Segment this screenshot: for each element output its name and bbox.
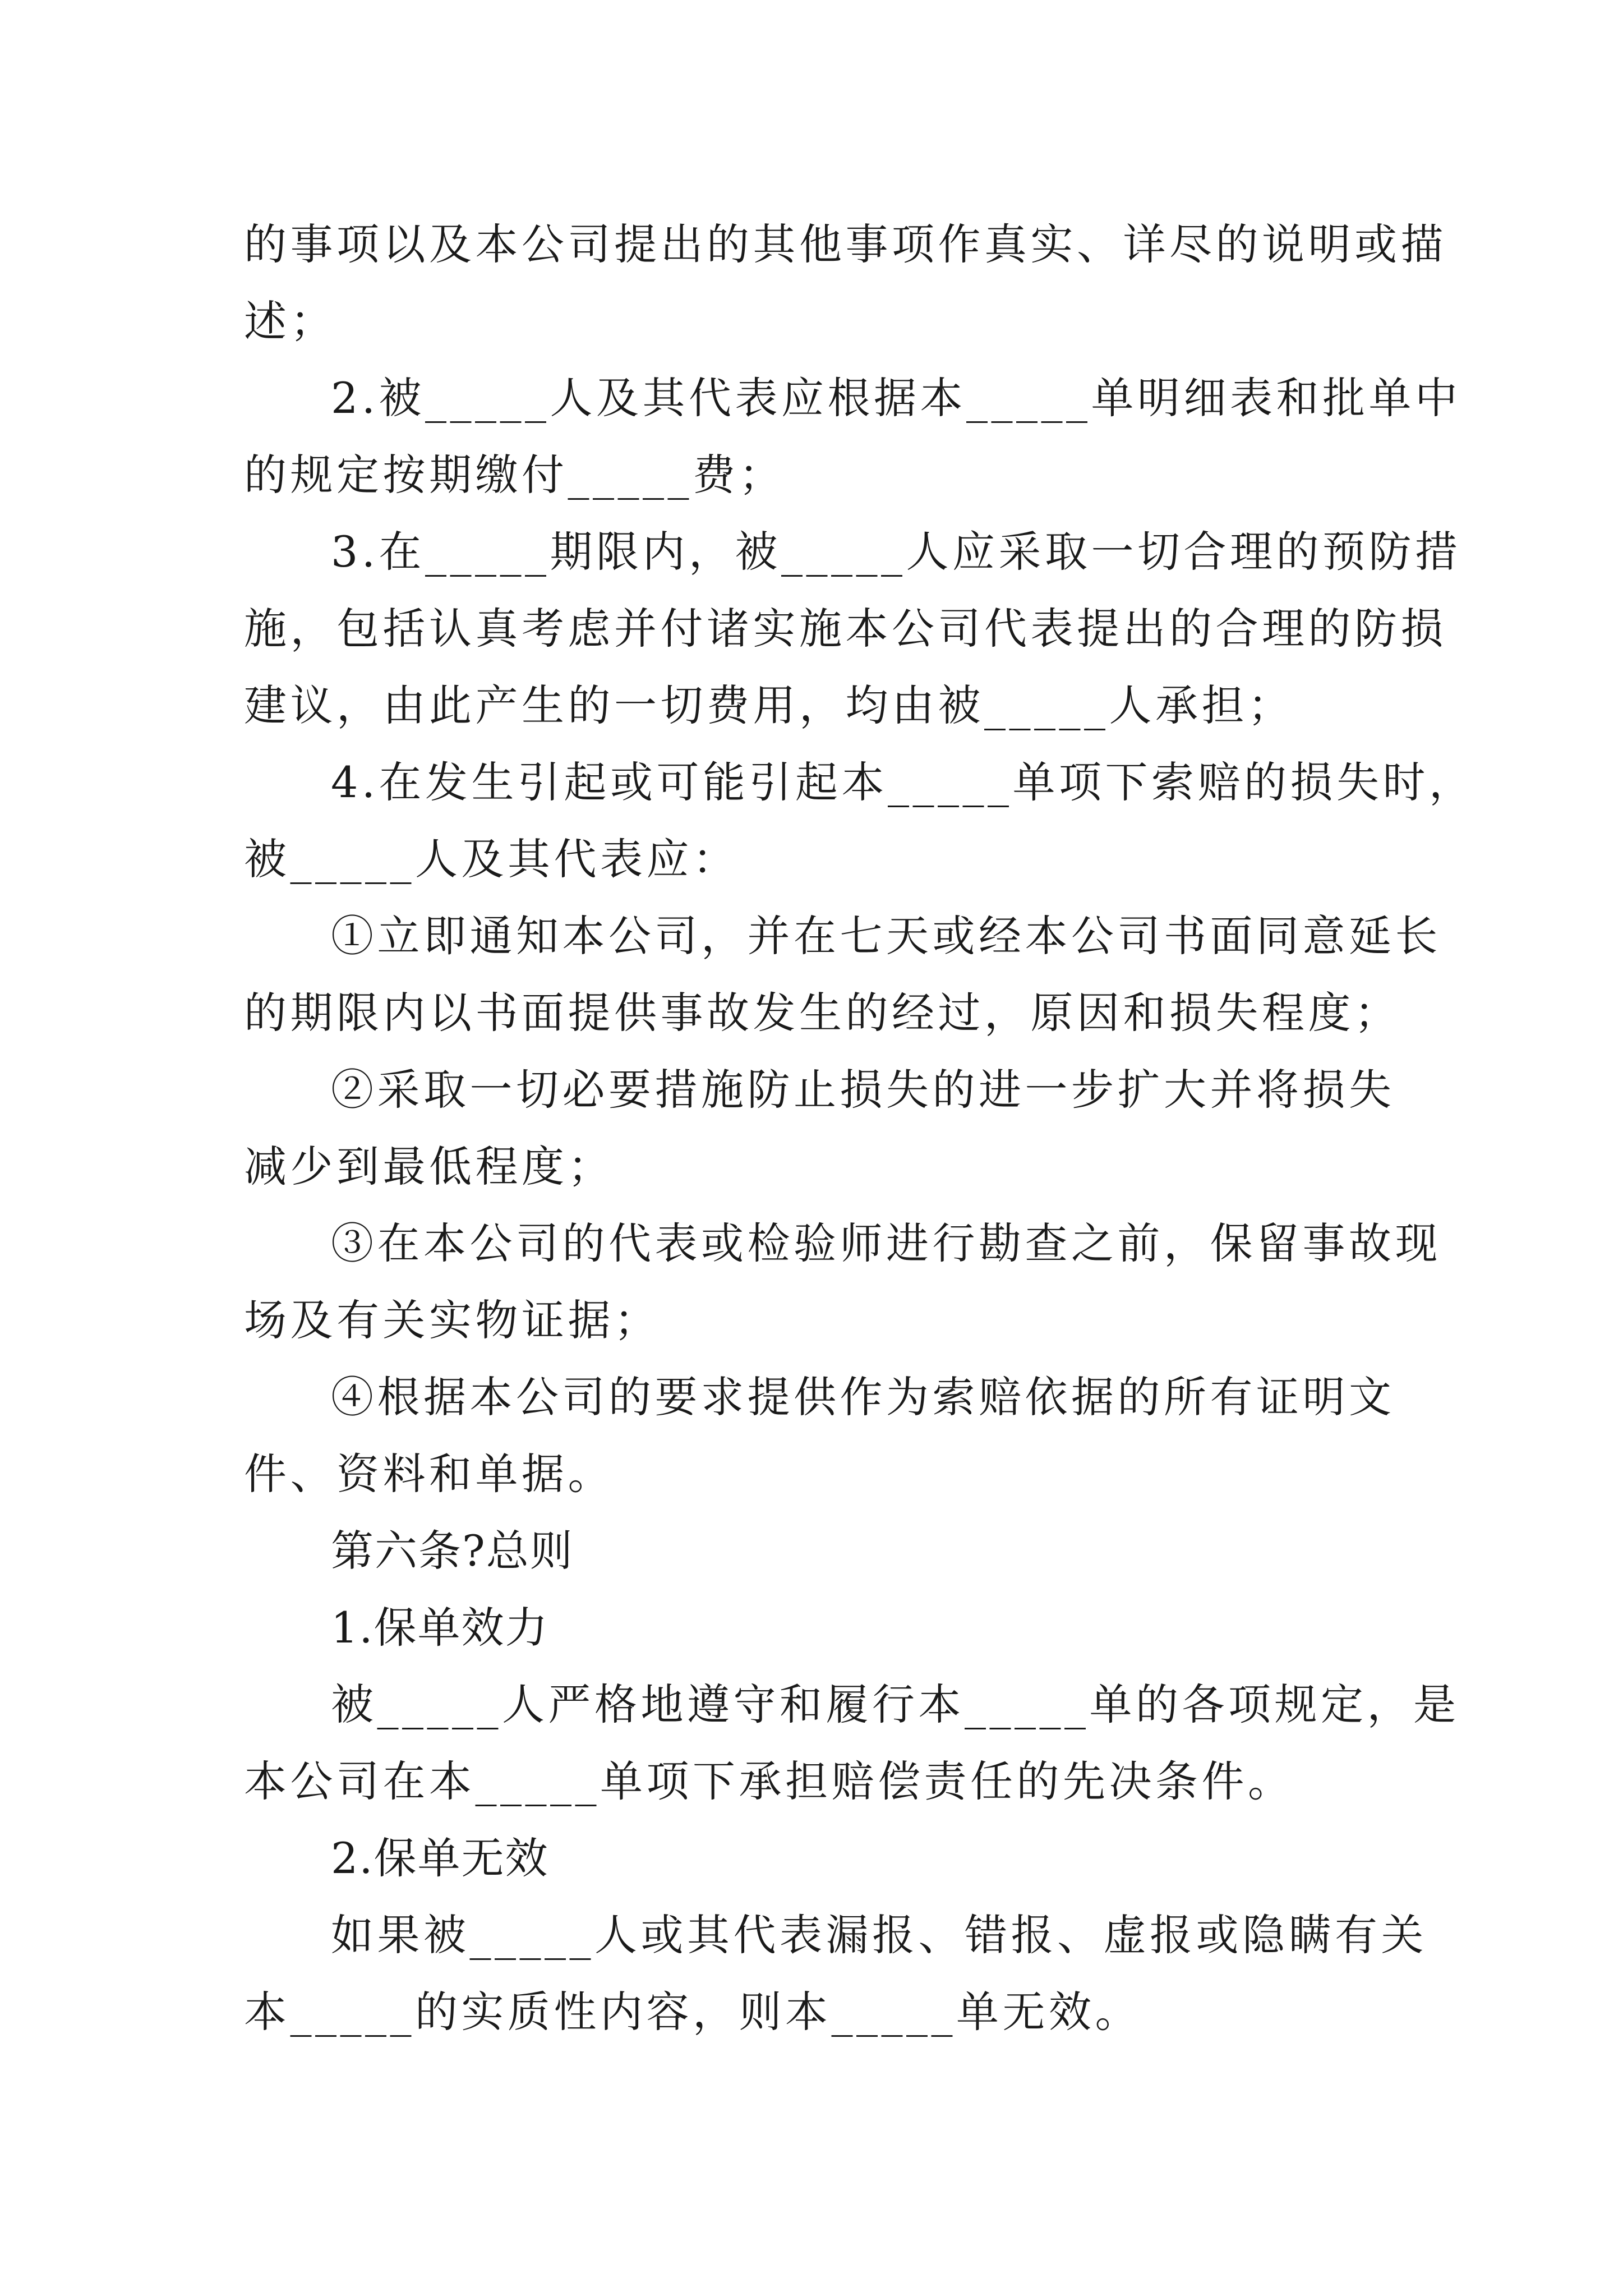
text-line: 的规定按期缴付_____费； bbox=[244, 450, 785, 500]
text-line: 件、资料和单据。 bbox=[244, 1449, 614, 1499]
text-line: 3.在_____期限内，被_____人应采取一切合理的预防措 bbox=[331, 527, 1461, 577]
text-line: 被_____人严格地遵守和履行本_____单的各项规定，是 bbox=[331, 1680, 1460, 1729]
text-line: 场及有关实物证据； bbox=[244, 1295, 661, 1345]
text-line: 本_____的实质性内容，则本_____单无效。 bbox=[244, 1987, 1141, 2037]
text-line: 建议，由此产生的一切费用，均由被_____人承担； bbox=[244, 680, 1294, 730]
subsection-heading: 1.保单效力 bbox=[331, 1603, 549, 1653]
text-line: 本公司在本_____单项下承担赔偿责任的先决条件。 bbox=[244, 1756, 1294, 1806]
text-line: ①立即通知本公司，并在七天或经本公司书面同意延长 bbox=[331, 911, 1441, 961]
text-line: 述； bbox=[244, 296, 336, 346]
text-line: 施，包括认真考虑并付诸实施本公司代表提出的合理的防损 bbox=[244, 604, 1447, 654]
text-line: 的期限内以书面提供事故发生的经过，原因和损失程度； bbox=[244, 988, 1401, 1038]
text-line: 4.在发生引起或可能引起本_____单项下索赔的损失时， bbox=[331, 757, 1476, 807]
text-line: 2.被_____人及其代表应根据本_____单明细表和批单中 bbox=[331, 373, 1461, 423]
subsection-heading: 2.保单无效 bbox=[331, 1833, 549, 1883]
text-line: 如果被_____人或其代表漏报、错报、虚报或隐瞒有关 bbox=[331, 1910, 1427, 1960]
text-line: ②采取一切必要措施防止损失的进一步扩大并将损失 bbox=[331, 1065, 1395, 1115]
section-heading: 第六条?总则 bbox=[331, 1526, 574, 1576]
text-line: 减少到最低程度； bbox=[244, 1142, 614, 1191]
text-line: ③在本公司的代表或检验师进行勘查之前，保留事故现 bbox=[331, 1218, 1441, 1268]
text-line: ④根据本公司的要求提供作为索赔依据的所有证明文 bbox=[331, 1372, 1395, 1422]
text-line: 被_____人及其代表应： bbox=[244, 834, 739, 884]
text-line: 的事项以及本公司提出的其他事项作真实、详尽的说明或描 bbox=[244, 219, 1447, 269]
